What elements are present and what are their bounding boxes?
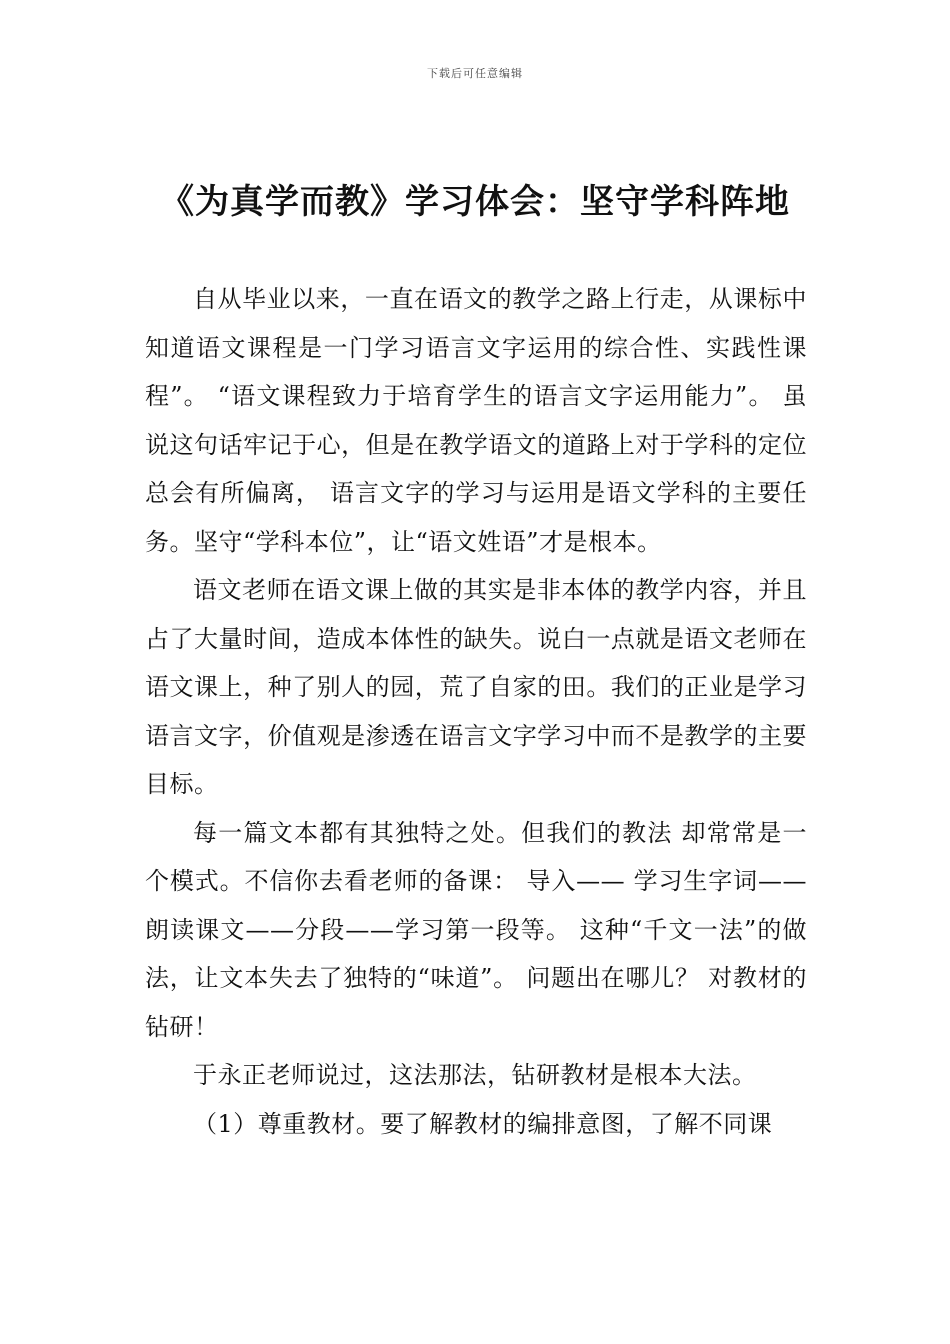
- paragraph-2: 语文老师在语文课上做的其实是非本体的教学内容，并且占了大量时间，造成本体性的缺失。说白一点就是语文老师在语文课上，种了别人的园，荒了自家的田。我们的正业是学习语言文字，价值观是渗透在语言文字学习中而不是教学的主要目标。: [145, 576, 807, 798]
- paragraph-3: 每一篇文本都有其独特之处。但我们的教法 却常常是一个模式。不信你去看老师的备课： 导入—— 学习生字词—— 朗读课文——分段——学习第一段等。 这种“千文一法”的做法，让文本失去了独特的“味道”。 问题出在哪儿？ 对教材的钻研！: [145, 818, 807, 1041]
- paragraph-4: 于永正老师说过，这法那法，钻研教材是根本大法。: [193, 1061, 757, 1089]
- header-note: 下载后可任意编辑: [427, 67, 523, 80]
- document-body: [145, 275, 807, 1148]
- paragraph-5: （1）尊重教材。要了解教材的编排意图，了解不同课: [193, 1109, 773, 1138]
- document-title: 《为真学而教》学习体会：坚守学科阵地: [160, 182, 790, 222]
- paragraph-1: 自从毕业以来，一直在语文的教学之路上行走，从课标中知道语文课程是一门学习语言文字运用的综合性、实践性课程”。 “语文课程致力于培育学生的语言文字运用能力”。 虽说这句话牢记于心，但是在教学语文的道路上对于学科的定位总会有所偏离， 语言文字的学习与运用是语文学科的主要任务。坚守“学科本位”，让“语文姓语”才是根本。: [145, 285, 807, 556]
